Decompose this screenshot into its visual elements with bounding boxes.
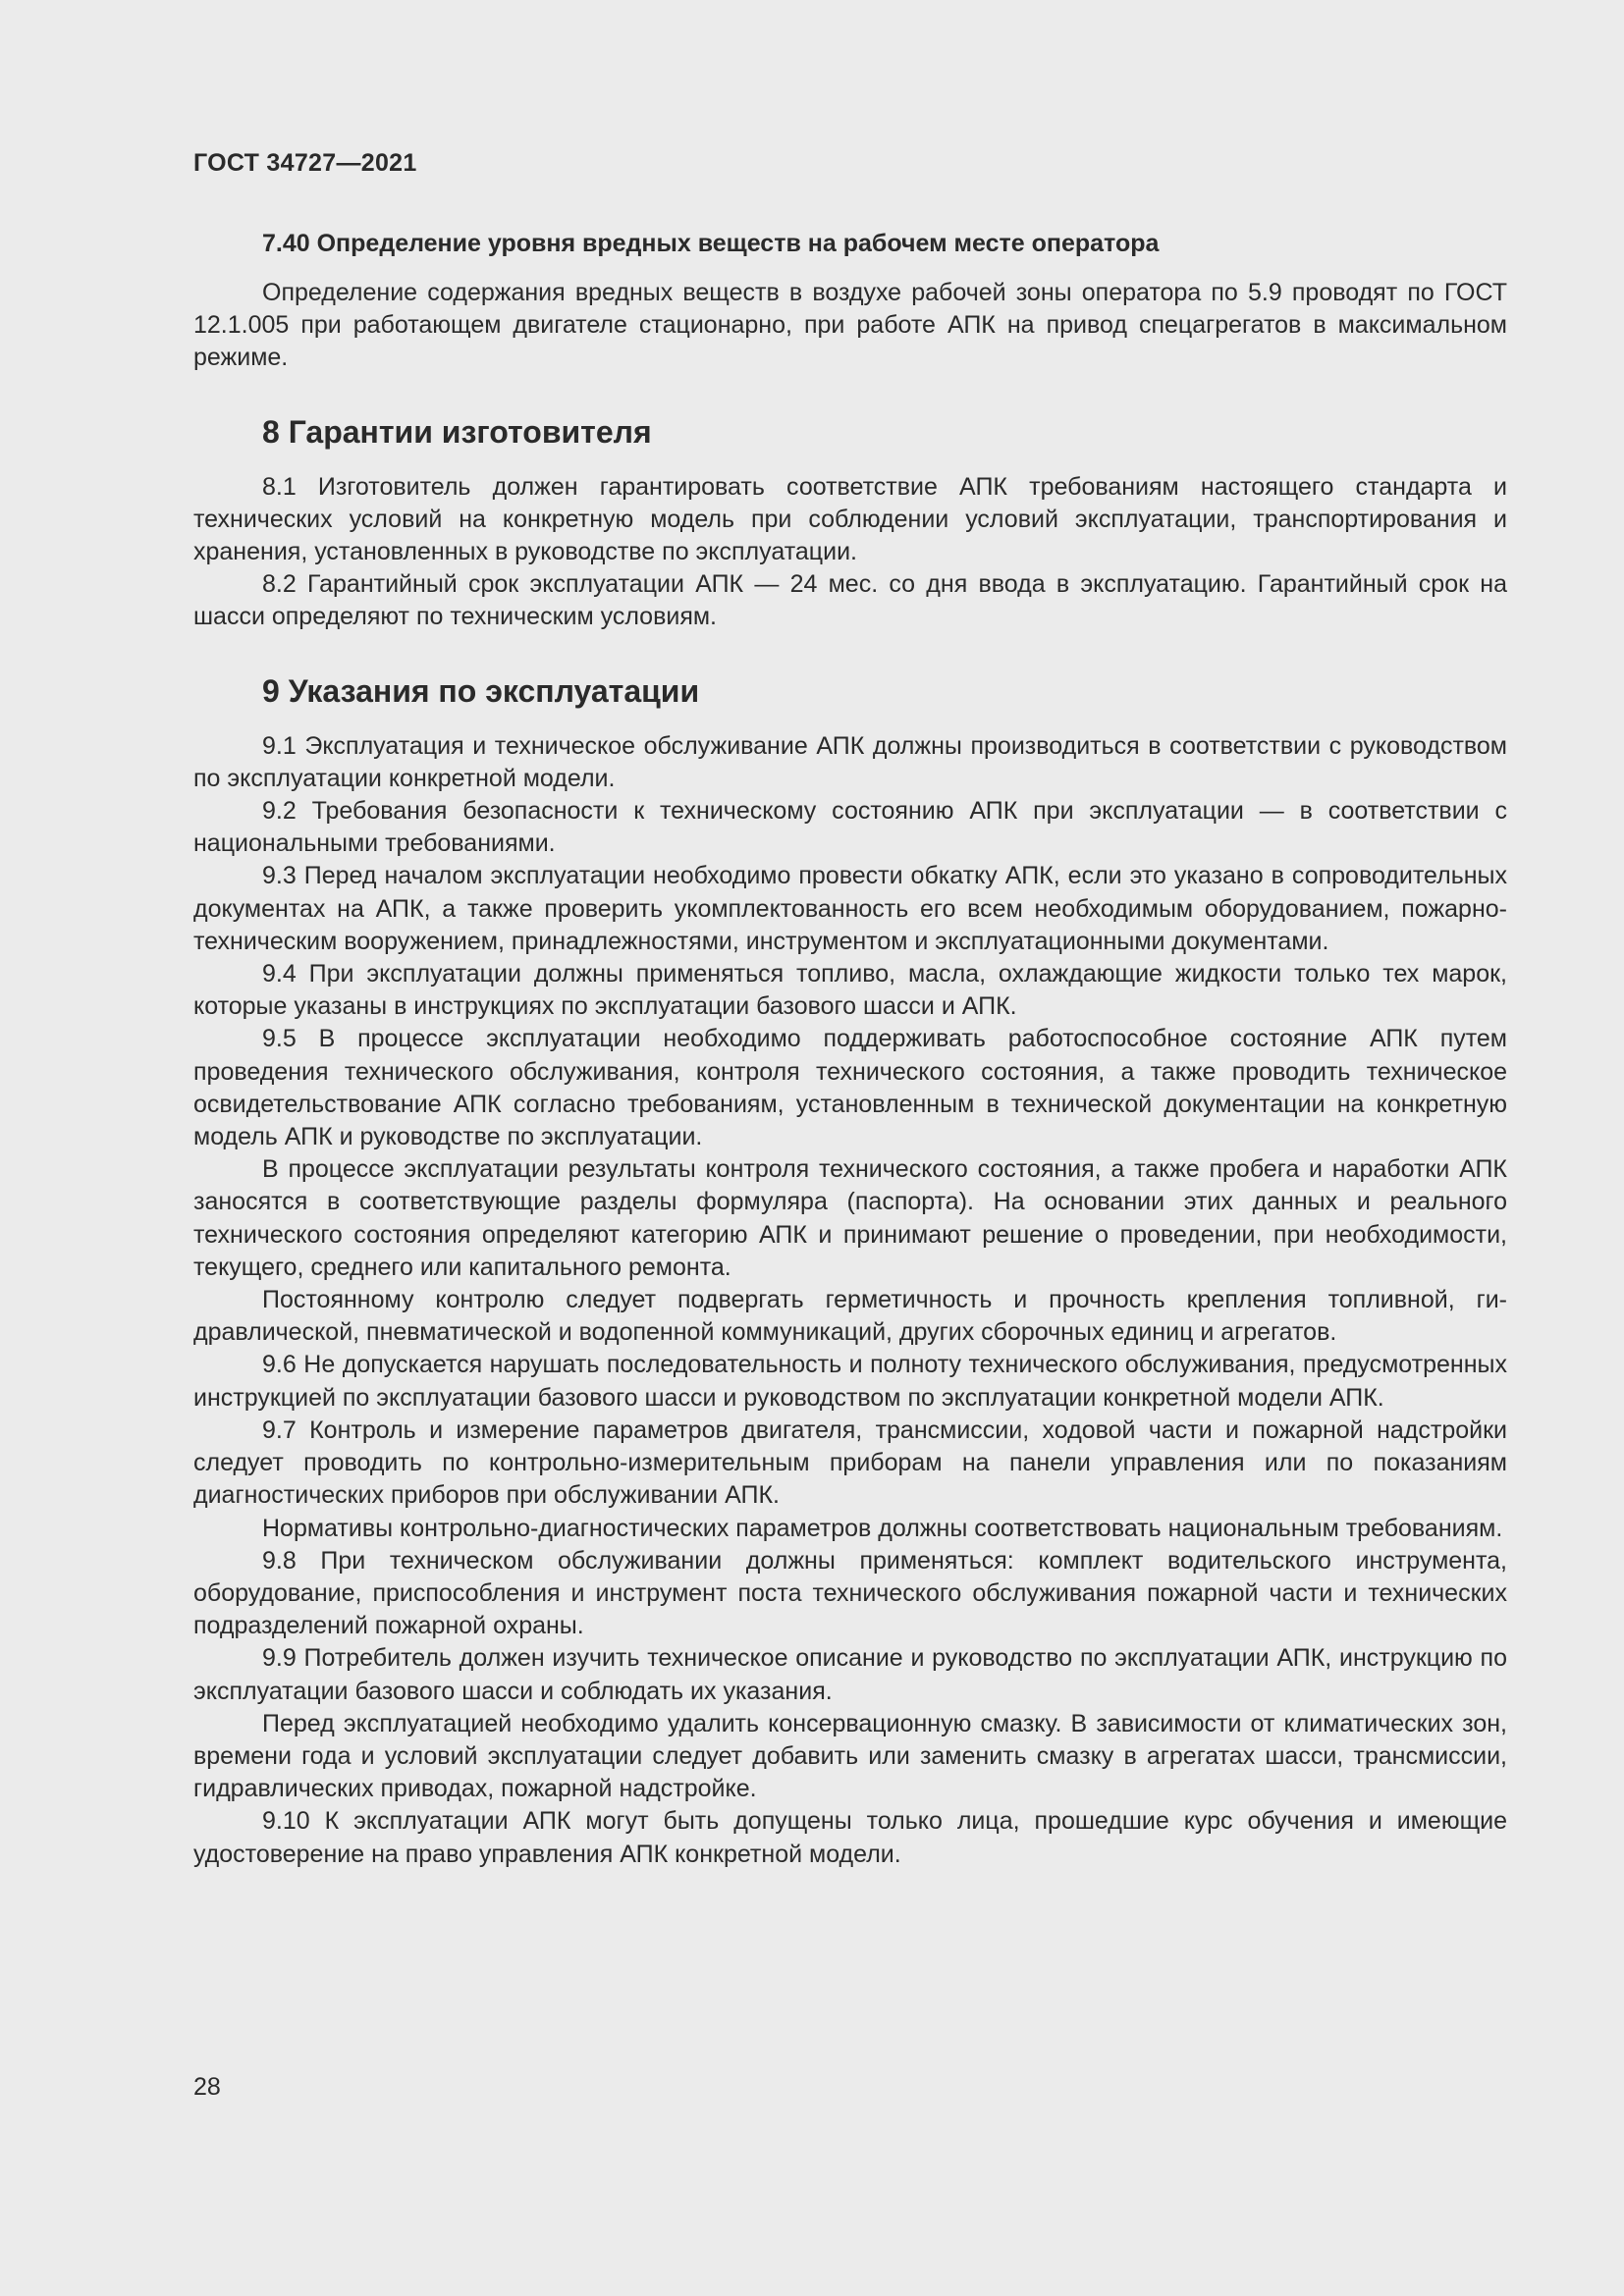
paragraph: 9.4 При эксплуатации должны применяться топливо, масла, охлаждающие жидкости только тех марок, которые указаны в инструкциях по эксплуатации базового шасси и АПК. [193,960,1507,1021]
document-header: ГОСТ 34727—2021 [193,149,417,177]
paragraph: 8.1 Изготовитель должен гарантировать соответствие АПК требованиям настоящего стандарта и технических условий на конкретную модель при соблюдении условий эксплуатации, транспортирования и хранения, установленных в руководстве по эксплуатации. [193,472,1507,566]
subsection-title-7-40: 7.40 Определение уровня вредных веществ на рабочем месте оператора [262,230,1160,257]
paragraph: 9.10 К эксплуатации АПК могут быть допущены только лица, прошедшие курс обучения и имеющие удостоверение на право управления АПК конкретной модели. [193,1807,1507,1868]
paragraph: 8.2 Гарантийный срок эксплуатации АПК — 24 мес. со дня ввода в эксплуатацию. Гарантийный срок на шасси определяют по техническим условиям. [193,570,1507,631]
paragraph: Постоянному контролю следует подвергать герметичность и прочность крепления топливной, гидравлической, пневматической и водопенной коммуникаций, других сборочных единиц и агрегатов. [193,1286,1507,1347]
paragraph: В процессе эксплуатации результаты контроля технического состояния, а также пробега и наработки АПК заносятся в соответствующие разделы формуляра (паспорта). На основании этих данных и реального технического состояния определяют категорию АПК и принимают решение о проведении, при необходимости, текущего, среднего или капитального ремонта. [193,1155,1507,1281]
paragraph: 9.2 Требования безопасности к техническому состоянию АПК при эксплуатации — в соответствии с национальными требованиями. [193,797,1507,858]
paragraph: 9.3 Перед началом эксплуатации необходимо провести обкатку АПК, если это указано в сопроводительных документах на АПК, а также проверить укомплектованность его всем необходимым оборудованием, пожарно-техническим вооружением, принадлежностями, инструментом и эксплуатационными документами. [193,862,1507,955]
paragraph: 9.9 Потребитель должен изучить техническое описание и руководство по эксплуатации АПК, инструкцию по эксплуатации базового шасси и соблюдать их указания. [193,1644,1507,1705]
paragraph: Перед эксплуатацией необходимо удалить консервационную смазку. В зависимости от климатических зон, времени года и условий эксплуатации следует добавить или заменить смазку в агрегатах шасси, трансмиссии, гидравлических приводах, пожарной надстройке. [193,1709,1507,1803]
section-title-8: 8 Гарантии изготовителя [262,413,652,450]
paragraph: 9.5 В процессе эксплуатации необходимо поддерживать работоспособное состояние АПК путем проведения технического обслуживания, контроля технического состояния, а также проводить техническое освидетельствование АПК согласно требованиям, установленным в технической документации на конкретную модель АПК и руководстве по эксплуатации. [193,1025,1507,1151]
document-body [193,224,1507,1871]
section-title-9: 9 Указания по эксплуатации [262,672,700,709]
page-number: 28 [193,2073,221,2101]
paragraph: 9.8 При техническом обслуживании должны применяться: комплект водительского инструмента, оборудование, приспособления и инструмент поста технического обслуживания пожарной части и технических подразделений пожарной охраны. [193,1546,1507,1640]
paragraph: 9.7 Контроль и измерение параметров двигателя, трансмиссии, ходовой части и пожарной надстройки следует проводить по контрольно-измерительным приборам на панели управления или по показаниям диагностических приборов при обслуживании АПК. [193,1415,1507,1510]
paragraph: 9.6 Не допускается нарушать последовательность и полноту технического обслуживания, предусмотренных инструкцией по эксплуатации базового шасси и руководством по эксплуатации конкретной модели АПК. [193,1351,1507,1412]
paragraph: Нормативы контрольно-диагностических параметров должны соответствовать национальным требованиям. [262,1514,1503,1542]
paragraph: Определение содержания вредных веществ в воздухе рабочей зоны оператора по 5.9 проводят по ГОСТ 12.1.005 при работающем двигателе стационарно, при работе АПК на привод спецагрегатов в максимальном режиме. [193,279,1507,372]
paragraph: 9.1 Эксплуатация и техническое обслуживание АПК должны производиться в соответствии с руководством по эксплуатации конкретной модели. [193,731,1507,792]
